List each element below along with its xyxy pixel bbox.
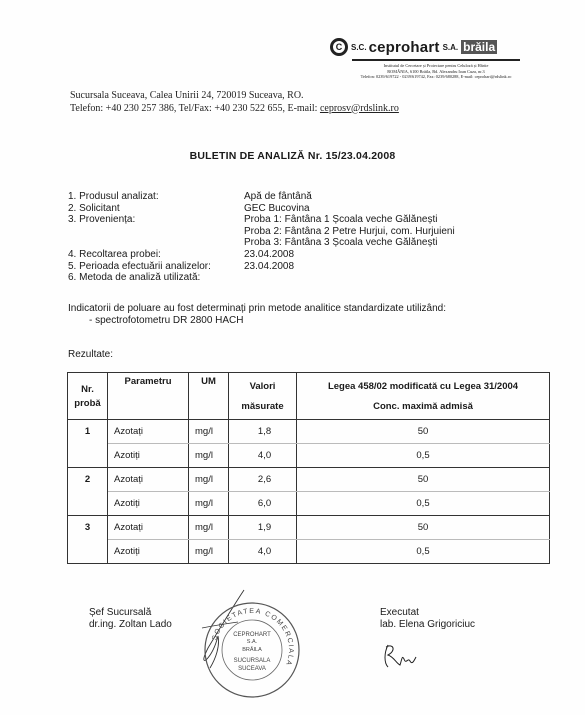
right-name: lab. Elena Grigoriciuc: [380, 619, 476, 630]
unit-cell: mg/l: [189, 444, 229, 468]
logo-mark: C: [330, 38, 348, 56]
left-name: dr.ing. Zoltan Lado: [89, 619, 172, 630]
stamp-ring-text: SOCIETATEA COMERCIALA: [211, 607, 295, 668]
bulletin-number: Nr. 15/23.04.2008: [307, 150, 396, 162]
contact-prefix: Telefon: +40 230 257 386, Tel/Fax: +40 230 522 655, E-mail:: [70, 102, 320, 114]
unit-cell: mg/l: [189, 468, 229, 492]
table-row: [68, 420, 550, 444]
value-cell: 6,0: [229, 492, 297, 516]
probe-number: 2: [68, 468, 108, 516]
unit-cell: mg/l: [189, 540, 229, 564]
value-cell: 1,9: [229, 516, 297, 540]
info-label-product: 1. Produsul analizat:: [68, 191, 159, 202]
header-values: Valori măsurate: [229, 373, 297, 420]
max-cell: 0,5: [297, 492, 550, 516]
logo-divider: [352, 59, 520, 61]
param-cell: Azotați: [108, 420, 189, 444]
info-label-origin: 3. Proveniența:: [68, 214, 136, 226]
header-law: Legea 458/02 modificată cu Legea 31/2004 Conc. maximă admisă: [297, 373, 550, 420]
table-row: [68, 444, 550, 468]
value-cell: 2,6: [229, 468, 297, 492]
indicators-method: - spectrofotometru DR 2800 HACH: [89, 315, 244, 326]
unit-cell: mg/l: [189, 492, 229, 516]
title-text: BULETIN DE ANALIZĂ: [189, 150, 305, 162]
param-cell: Azotați: [108, 516, 189, 540]
table-row: [68, 468, 550, 492]
stamp-line-4: SUCURSALA: [233, 658, 271, 664]
logo-suffix: S.A.: [442, 42, 459, 52]
info-value-sampling: 23.04.2008: [244, 249, 295, 260]
logo-name: ceprohart: [368, 38, 440, 56]
company-stamp: [202, 600, 302, 700]
max-cell: 50: [297, 468, 550, 492]
info-value-period: 23.04.2008: [244, 260, 295, 272]
header-nr: Nr. probă: [68, 373, 108, 420]
email-link[interactable]: ceprosv@rdslink.ro: [319, 102, 399, 114]
probe-number: 1: [68, 420, 108, 468]
info-label-method: 6. Metoda de analiză utilizată:: [68, 272, 201, 284]
indicators-text: Indicatorii de poluare au fost determinați prin metode analitice standardizate utilizând:: [68, 303, 446, 314]
info-value-product: Apă de fântână: [244, 191, 312, 202]
param-cell: Azotiți: [108, 540, 189, 564]
info-value-requester: GEC Bucovina: [244, 202, 310, 214]
signature-left: [89, 607, 172, 631]
info-value-origin-2: Proba 2: Fântâna 2 Petre Hurjui, com. Hurjuieni: [244, 225, 455, 237]
info-value-origin-1: Proba 1: Fântâna 1 Școala veche Gălănești: [244, 214, 438, 226]
max-cell: 50: [297, 420, 550, 444]
signature-right: [380, 607, 475, 631]
table-row: [68, 516, 550, 540]
param-cell: Azotiți: [108, 492, 189, 516]
results-table: [67, 372, 550, 564]
right-title: Executat: [380, 607, 419, 618]
stamp-line-3: BRĂILA: [242, 647, 262, 653]
table-header-row: [68, 373, 550, 420]
unit-cell: mg/l: [189, 420, 229, 444]
logo-line-3: Telefon: 0239/619722 - 0239/619742, Fax: 0239/680288, E-mail: ceprohart@rdslink.ro: [360, 74, 512, 80]
branch-address: [70, 90, 399, 115]
header-um: UM: [189, 373, 229, 420]
document-title: [0, 150, 585, 162]
address-line: Sucursala Suceava, Calea Unirii 24, 720019 Suceava, RO.: [70, 90, 304, 101]
stamp-line-5: SUCEAVA: [238, 666, 266, 672]
logo-line-2: ROMÂNIA, 6100 Brăila, Bd. Alexandru Ioan Cuza, nr.3: [387, 68, 485, 74]
stamp-line-2: S.A.: [246, 639, 258, 645]
max-cell: 50: [297, 516, 550, 540]
table-row: [68, 540, 550, 564]
probe-number: 3: [68, 516, 108, 564]
param-cell: Azotați: [108, 468, 189, 492]
param-cell: Azotiți: [108, 444, 189, 468]
company-logo: [330, 36, 520, 84]
logo-line-1: Institutul de Cercetare și Proiectare pentru Celuloză și Hârtie: [383, 63, 489, 68]
info-label-period: 5. Perioada efectuării analizelor:: [68, 260, 211, 272]
contact-line: [70, 103, 399, 116]
info-value-origin-3: Proba 3: Fântâna 3 Școala veche Gălănești: [244, 237, 438, 249]
indicators-section: [68, 303, 446, 327]
value-cell: 4,0: [229, 540, 297, 564]
stamp-line-1: CEPROHART: [233, 632, 271, 638]
handwritten-signature-right: [380, 641, 420, 671]
logo-prefix: S.C.: [351, 42, 367, 52]
table-row: [68, 492, 550, 516]
info-label-sampling: 4. Recoltarea probei:: [68, 249, 161, 260]
unit-cell: mg/l: [189, 516, 229, 540]
results-label: Rezultate:: [68, 349, 114, 360]
value-cell: 4,0: [229, 444, 297, 468]
left-title: Șef Sucursală: [89, 607, 152, 618]
max-cell: 0,5: [297, 444, 550, 468]
value-cell: 1,8: [229, 420, 297, 444]
logo-city: brăila: [463, 40, 496, 54]
info-label-requester: 2. Solicitant: [68, 202, 120, 214]
max-cell: 0,5: [297, 540, 550, 564]
header-param: Parametru: [108, 373, 189, 420]
